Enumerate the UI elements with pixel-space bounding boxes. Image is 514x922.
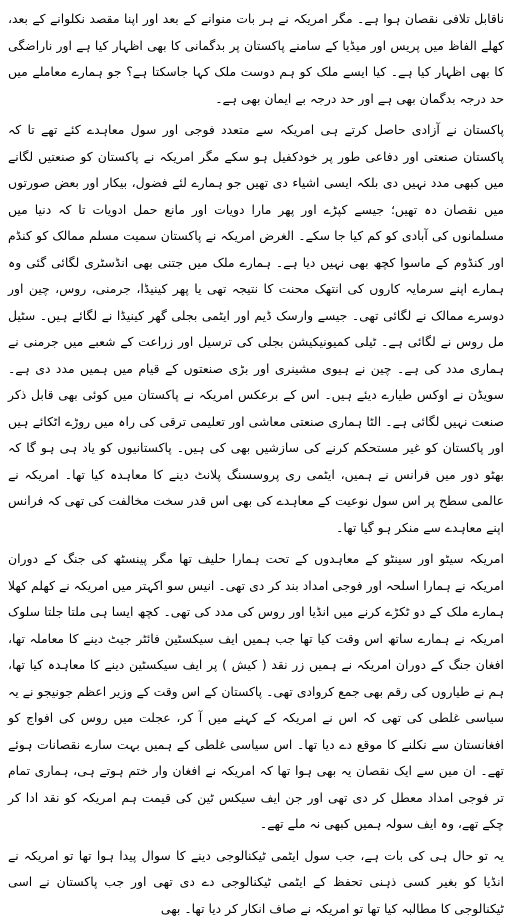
paragraph: ناقابل تلافی نقصان ہوا ہے۔ مگر امریکہ نے ہر بات منوانے کے بعد اور اپنا مقصد نکلوانے کے بعد، کھلے الفاظ میں پریس اور میڈیا کے سامنے پاکستان پر بدگمانی کا بھی اظہار کیا ہے اور ناراضگی کا بھی اظہار کیا ہے۔ کیا ایسے ملک کو ہم دوست ملک کہا جاسکتا ہے؟ جو ہمارے معاملے میں حد درجہ بدگمان بھی ہے اور حد درجہ بے ایمان بھی ہے۔ xyxy=(8,6,504,112)
paragraph: امریکہ سیٹو اور سینٹو کے معاہدوں کے تحت ہمارا حلیف تھا مگر پینسٹھ کی جنگ کے دوران امریکہ نے ہمارا اسلحہ اور فوجی امداد بند کر دی تھی۔ انیس سو اکہتر میں امریکہ نے کھلم کھلا ہمارے ملک کے دو ٹکڑے کرنے میں انڈیا اور روس کی مدد کی تھی۔ کچھ ایسا ہی ملتا جلتا سلوک امریکہ نے ہمارے ساتھ اس وقت کیا تھا جب ہمیں ایف سیکسٹین فائٹر جیٹ دینے کا معاملہ تھا، افغان جنگ کے دوران امریکہ نے ہمیں زر نقد ( کیش ) پر ایف سیکسٹین دینے کا معاہدہ کیا تھا، ہم نے طیاروں کی رقم بھی جمع کروادی تھی۔ پاکستان کے اس وقت کے وزیر اعظم جونیجو نے یہ سیاسی غلطی کی تھی کہ اس نے امریکہ کے کہنے میں آ کر، عجلت میں روس کی افواج کو افغانستان سے نکلنے کا موقع دے دیا تھا۔ اس سیاسی غلطی کے ہمیں بہت سارے نقصانات ہوئے تھے۔ ان میں سے ایک نقصان یہ بھی ہوا تھا کہ امریکہ نے افغان وار ختم ہوتے ہی، ہماری تمام تر فوجی امداد معطل کر دی تھی اور جن ایف سیکس ٹین کی قیمت ہم امریکہ کو نقد ادا کر چکے تھے، وہ ایف سولہ ہمیں کبھی نہ ملے تھے۔ xyxy=(8,546,504,838)
paragraph: پاکستان نے آزادی حاصل کرتے ہی امریکہ سے متعدد فوجی اور سول معاہدے کئے تھے تا کہ پاکستان صنعتی اور دفاعی طور پر خودکفیل ہو سکے مگر امریکہ نے پاکستان کو صنعتیں لگانے میں کبھی مدد نہیں دی بلکہ ایسی اشیاء دی تھیں جو ہمارے لئے فضول، بیکار اور بعض صورتوں میں نقصان دہ تھیں؛ جیسے کپڑے اور پھر مارا دویات اور مانع حمل ادویات تا کہ دنیا میں مسلمانوں کی آبادی کو کم کیا جا سکے۔ الغرض امریکہ نے پاکستان سمیت مسلم ممالک کو کنڈم اور کنڈوم کے ماسوا کچھ بھی نہیں دیا ہے۔ ہمارے ملک میں جتنی بھی انڈسٹری لگائی گئی وہ ہمارے اپنے سرمایہ کاروں کی انتھک محنت کا نتیجہ تھی یا پھر کینیڈا، جرمنی، روس، چین اور دوسرے ممالک نے لگائی تھی۔ جیسے وارسک ڈیم اور ایٹمی بجلی گھر کینیڈا نے لگائے ہیں۔ سٹیل مل روس نے لگائی ہے۔ ٹیلی کمیونیکیشن بجلی کی ترسیل اور زراعت کے شعبے میں جرمنی نے ہماری مدد کی ہے۔ چین نے ہیوی مشینری اور بڑی صنعتوں کے قیام میں ہمیں مدد دی ہے۔ سویڈن نے اوکس طیارے دیئے ہیں۔ اس کے برعکس امریکہ نے پاکستان میں کوئی بھی قابل ذکر صنعت نہیں لگائی ہے۔ الٹا ہماری صنعتی معاشی اور تعلیمی ترقی کی راہ میں روڑے اٹکائے ہیں اور پاکستان کو غیر مستحکم کرنے کی سازشیں بھی کی ہیں۔ پاکستانیوں کو یاد ہی ہو گا کہ بھٹو دور میں فرانس نے ہمیں، ایٹمی ری پروسسنگ پلانٹ دینے کا معاہدہ کیا تھا۔ امریکہ نے عالمی سطح پر اس سول نوعیت کے معاہدے کی بھی اس قدر سخت مخالفت کی تھی کہ فرانس اپنے معاہدے سے منکر ہو گیا تھا۔ xyxy=(8,117,504,541)
paragraph: یہ تو حال ہی کی بات ہے، جب سول ایٹمی ٹیکنالوجی دینے کا سوال پیدا ہوا تھا تو امریکہ نے انڈیا کو بغیر کسی ذہنی تحفظ کے ایٹمی ٹیکنالوجی دے دی تھی اور جب پاکستان نے اسی ٹیکنالوجی کا مطالبہ کیا تھا تو امریکہ نے صاف انکار کر دیا تھا۔ بھی xyxy=(8,843,504,922)
